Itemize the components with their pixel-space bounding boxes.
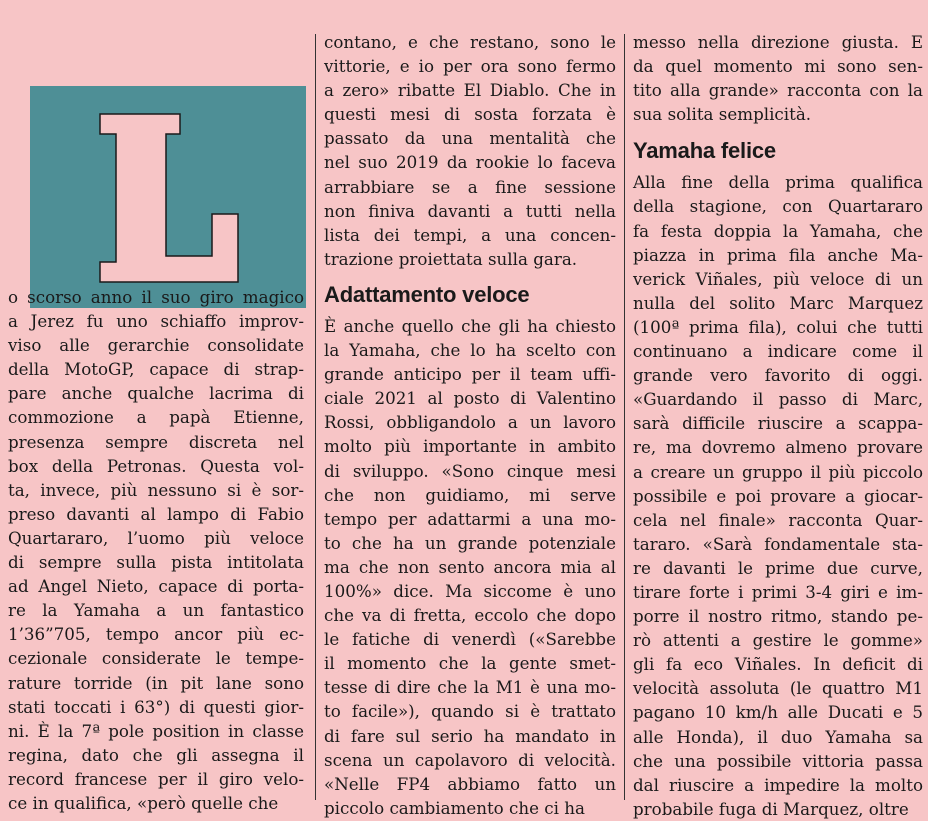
article-column-2 xyxy=(324,30,616,818)
text-line: a creare un gruppo il più piccolo xyxy=(633,461,923,482)
text-line: re, ma dovremo almeno provare xyxy=(633,437,923,458)
text-line: alle Honda), il duo Yamaha sa xyxy=(633,726,923,747)
text-line: della MotoGP, capace di strap- xyxy=(8,359,304,380)
text-line: «Guardando il passo di Marc, xyxy=(633,389,923,410)
article-column-1 xyxy=(8,30,304,813)
text-line: presenza sempre discreta nel xyxy=(8,431,304,452)
text-line: o scorso anno il suo giro magico xyxy=(8,287,304,307)
text-line: (100ª prima fila), colui che tutti xyxy=(633,316,923,337)
text-line: ta, invece, più nessuno si è sor- xyxy=(8,479,304,500)
text-line: rature torride (in pit lane sono xyxy=(8,672,304,693)
text-line: 1’36”705, tempo ancor più ec- xyxy=(8,624,304,645)
text-line: della stagione, con Quartararo xyxy=(633,196,923,217)
text-line: ciale 2021 al posto di Valentino xyxy=(324,388,616,409)
column-1-text xyxy=(8,285,304,815)
text-line: sarà difficile riuscire a scappa- xyxy=(633,413,923,434)
text-line: piccolo cambiamento che ci ha xyxy=(324,797,585,818)
text-line: pagano 10 km/h alle Ducati e 5 xyxy=(633,702,923,723)
text-line: piazza in prima fila anche Ma- xyxy=(633,244,923,265)
text-line: a zero» ribatte El Diablo. Che in xyxy=(324,80,616,101)
text-line: re la Yamaha a un fantastico xyxy=(8,600,304,621)
text-line: di fare sul serio ha mandato in xyxy=(324,725,616,746)
text-line: Alla fine della prima qualifica xyxy=(633,172,923,193)
text-line: trazione proiettata sulla gara. xyxy=(324,248,578,269)
text-line: da quel momento mi sono sen- xyxy=(633,56,923,77)
text-line: gli fa eco Viñales. In deficit di xyxy=(633,654,923,675)
text-line: scena un capolavoro di velocità. xyxy=(324,749,616,770)
text-line: ce in qualifica, «però quelle che xyxy=(8,792,279,813)
column-3-text-top xyxy=(633,30,923,126)
text-line: tempo per adattarmi a una mo- xyxy=(324,508,616,529)
text-line: contano, e che restano, sono le xyxy=(324,32,616,52)
text-line: fa festa doppia la Yamaha, che xyxy=(633,220,923,241)
text-line: ni. È la 7ª pole position in classe xyxy=(8,720,304,741)
text-line: arrabbiare se a fine sessione xyxy=(324,176,616,197)
text-line: commozione a papà Etienne, xyxy=(8,407,304,428)
text-line: ad Angel Nieto, capace di porta- xyxy=(8,576,304,597)
text-line: re davanti le prime due curve, xyxy=(633,557,923,578)
text-line: box della Petronas. Questa vol- xyxy=(8,455,304,476)
text-line: che va di fretta, eccolo che dopo xyxy=(324,605,616,626)
text-line: 100%» dice. Ma siccome è uno xyxy=(324,580,616,601)
text-line: probabile fuga di Marquez, oltre xyxy=(633,798,909,819)
column-divider xyxy=(624,34,625,800)
text-line: le fatiche di venerdì («Sarebbe xyxy=(324,629,616,650)
text-line: che una possibile vittoria passa xyxy=(633,750,923,771)
column-2-text-top xyxy=(324,30,616,271)
text-line: Rossi, obbligandolo a un lavoro xyxy=(324,412,616,433)
text-line: di sviluppo. «Sono cinque mesi xyxy=(324,460,616,481)
text-line: che non guidiamo, mi serve xyxy=(324,484,616,505)
subheading-adattamento-veloce: Adattamento veloce xyxy=(324,281,530,307)
column-divider xyxy=(315,34,316,800)
text-line: molto più importante in ambito xyxy=(324,436,616,457)
text-line: cela nel finale» racconta Quar- xyxy=(633,509,923,530)
text-line: preso davanti al lampo di Fabio xyxy=(8,503,304,524)
text-line: tararo. «Sarà fondamentale sta- xyxy=(633,533,923,554)
text-line: lista dei tempi, a una concen- xyxy=(324,224,616,245)
text-line: passato da una mentalità che xyxy=(324,128,616,149)
article-column-3 xyxy=(633,30,923,819)
text-line: porre il nostro ritmo, stando pe- xyxy=(633,606,923,627)
text-line: grande vero favorito di oggi. xyxy=(633,365,923,386)
text-line: nulla del solito Marc Marquez xyxy=(633,292,923,313)
text-line: vittorie, e io per ora sono fermo xyxy=(324,56,616,77)
text-line: rò attenti a gestire le gomme» xyxy=(633,630,923,651)
drop-cap xyxy=(30,86,306,308)
text-line: grande anticipo per il team uffi- xyxy=(324,364,616,385)
text-line: velocità assoluta (le quattro M1 xyxy=(633,678,923,699)
text-line: tito alla grande» racconta con la xyxy=(633,80,923,101)
text-line: to facile»), quando si è trattato xyxy=(324,701,616,722)
text-line: nel suo 2019 da rookie lo faceva xyxy=(324,152,616,173)
text-line: to che ha un grande potenziale xyxy=(324,532,616,553)
column-3-text-bottom xyxy=(633,170,923,821)
text-line: tesse di dire che la M1 è una mo- xyxy=(324,677,616,698)
text-line: Quartararo, l’uomo più veloce xyxy=(8,527,304,548)
text-line: a Jerez fu uno schiaffo improv- xyxy=(8,311,304,332)
text-line: verick Viñales, più veloce di un xyxy=(633,268,923,289)
text-line: regina, dato che gli assegna il xyxy=(8,744,304,765)
text-line: dal riuscire a impedire la molto xyxy=(633,774,923,795)
text-line: tirare forte i primi 3-4 giri e im- xyxy=(633,581,923,602)
text-line: la Yamaha, che lo ha scelto con xyxy=(324,340,616,361)
text-line: questi mesi di sosta forzata è xyxy=(324,104,616,125)
column-2-text-bottom xyxy=(324,314,616,820)
text-line: continuano a indicare come il xyxy=(633,341,923,362)
text-line: messo nella direzione giusta. E xyxy=(633,32,923,52)
drop-cap-letter-icon xyxy=(30,86,306,308)
text-line: viso alle gerarchie consolidate xyxy=(8,335,304,356)
text-line: pare anche qualche lacrima di xyxy=(8,383,304,404)
subheading-yamaha-felice: Yamaha felice xyxy=(633,138,776,164)
text-line: cezionale considerate le tempe- xyxy=(8,648,304,669)
text-line: È anche quello che gli ha chiesto xyxy=(324,315,616,336)
text-line: possibile e poi provare a giocar- xyxy=(633,485,923,506)
text-line: non finiva davanti a tutti nella xyxy=(324,200,616,221)
text-line: record francese per il giro velo- xyxy=(8,768,304,789)
text-line: il momento che la gente smet- xyxy=(324,653,616,674)
text-line: «Nelle FP4 abbiamo fatto un xyxy=(324,773,616,794)
text-line: sua solita semplicità. xyxy=(633,104,812,125)
text-line: ma che non sento ancora mia al xyxy=(324,556,616,577)
text-line: stati toccati i 63°) di questi gior- xyxy=(8,696,304,717)
text-line: di sempre sulla pista intitolata xyxy=(8,552,304,573)
